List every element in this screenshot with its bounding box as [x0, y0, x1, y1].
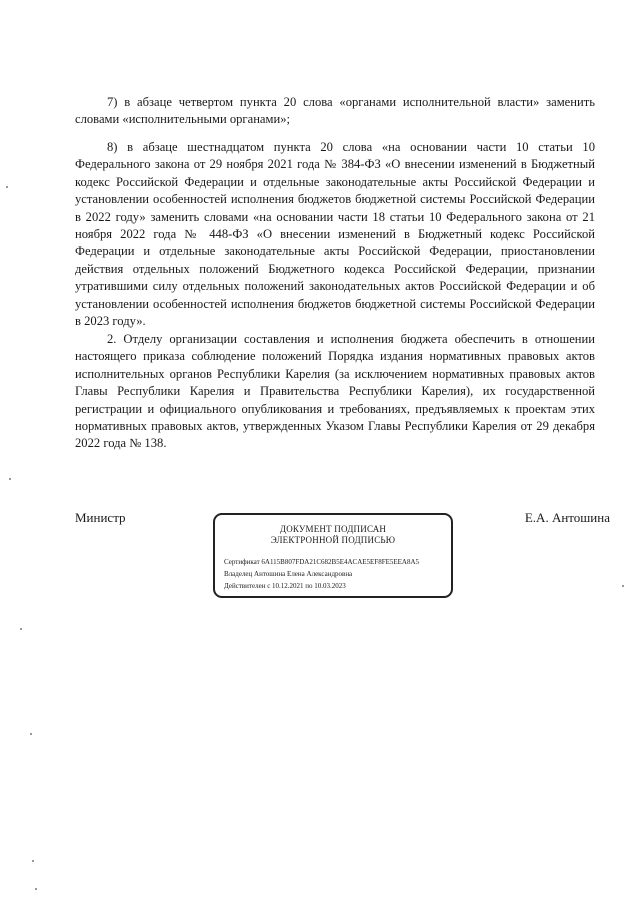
stamp-title-line2: ЭЛЕКТРОННОЙ ПОДПИСЬЮ	[270, 535, 396, 545]
scan-speck	[622, 585, 624, 587]
stamp-validity: Действителен с 10.12.2021 по 10.03.2023	[224, 582, 346, 590]
scan-speck	[6, 186, 8, 188]
scan-speck	[20, 628, 22, 630]
stamp-certificate: Сертификат 6A115B807FDA21C682B5E4ACAE5EF8FE5EEA8A5	[224, 558, 420, 566]
scan-speck	[30, 733, 32, 735]
paragraph-item-7: 7) в абзаце четвертом пункта 20 слова «органами исполнительной власти» заменить словами «исполнительными органами»;	[75, 95, 595, 127]
scan-speck	[9, 478, 11, 480]
stamp-title-line1: ДОКУМЕНТ ПОДПИСАН	[279, 524, 387, 534]
minister-label: Министр	[75, 510, 126, 525]
stamp-owner: Владелец Антошина Елена Александровна	[224, 570, 353, 578]
signer-name: Е.А. Антошина	[524, 510, 610, 525]
electronic-signature-stamp	[213, 513, 453, 598]
paragraph-item-8: 8) в абзаце шестнадцатом пункта 20 слова «на основании части 10 статьи 10 Федерального закона от 29 ноября 2021 года № 384-ФЗ «О внесении изменений в Бюджетный кодекс Российской Федерации и отдельные законодательные акты Российской Федерации и установлении особенностей исполнения бюджетов бюджетной системы Российской Федерации в 2022 году» заменить словами «на основании части 18 статьи 10 Федерального закона от 21 ноября 2022 года № 448-ФЗ «О внесении изменений в Бюджетный кодекс Российской Федерации и отдельные законодательные акты Российской Федерации, приостановлении действия отдельных положений Бюджетного кодекса Российской Федерации, признании утратившими силу отдельных положений законодательных актов Российской Федерации и об установлении особенностей исполнения бюджетов бюджетной системы Российской Федерации в 2023 году».	[75, 140, 595, 329]
scan-speck	[32, 860, 34, 862]
scan-speck	[35, 888, 37, 890]
paragraph-clause-2: 2. Отделу организации составления и исполнения бюджета обеспечить в отношении настоящего приказа соблюдение положений Порядка издания нормативных правовых актов исполнительных органов Республики Карелия (за исключением нормативных правовых актов Главы Республики Карелия и Правительства Республики Карелия), их государственной регистрации и официального опубликования и требованиях, предъявляемых к проектам этих нормативных правовых актов, утвержденных Указом Главы Республики Карелия от 29 декабря 2022 года № 138.	[75, 332, 595, 451]
